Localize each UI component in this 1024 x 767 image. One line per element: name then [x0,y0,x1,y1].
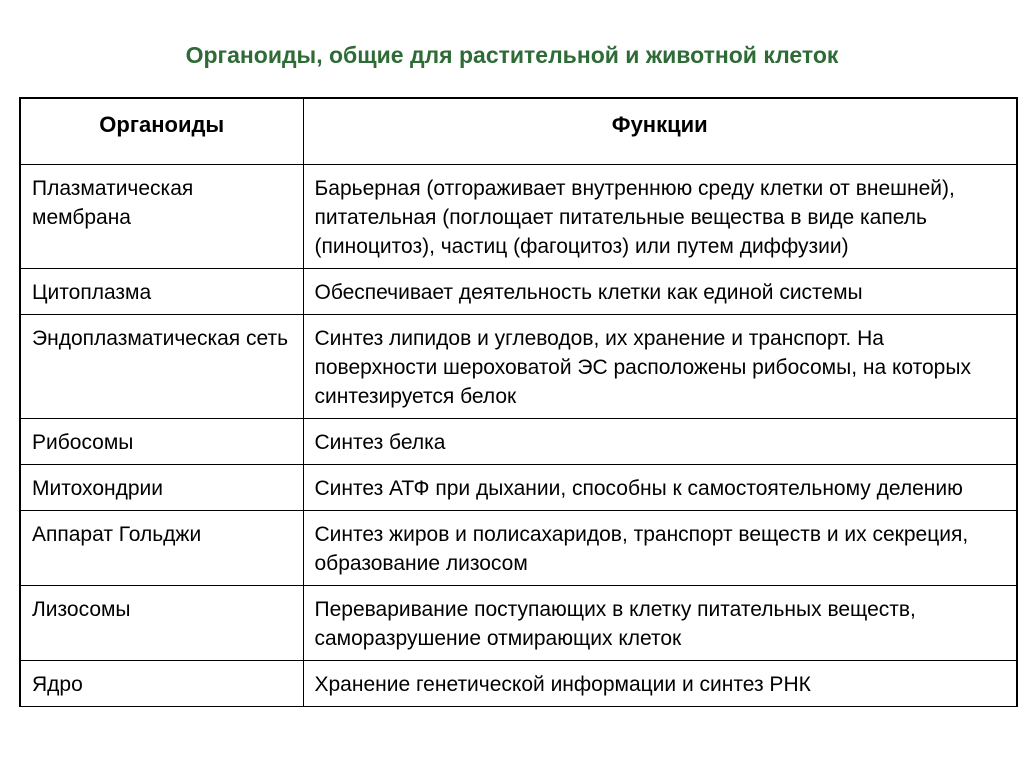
organelle-cell: Плазматическая мембрана [20,165,303,269]
function-cell: Обеспечивает деятельность клетки как единой системы [303,269,1017,315]
organelle-cell: Ядро [20,661,303,707]
table-header-row [20,98,1017,165]
header-organelles: Органоиды [20,98,303,165]
organelle-cell: Аппарат Гольджи [20,511,303,586]
function-cell: Синтез жиров и полисахаридов, транспорт веществ и их секреция, образование лизосом [303,511,1017,586]
table-row [20,269,1017,315]
organelle-cell: Эндоплазматическая сеть [20,315,303,419]
function-cell: Синтез АТФ при дыхании, способны к самостоятельному делению [303,465,1017,511]
slide-title: Органоиды, общие для растительной и животной клеток [185,42,839,68]
organelle-cell: Митохондрии [20,465,303,511]
organelle-cell: Цитоплазма [20,269,303,315]
table-row [20,511,1017,586]
function-cell: Хранение генетической информации и синтез РНК [303,661,1017,707]
header-functions: Функции [303,98,1017,165]
table-row [20,165,1017,269]
function-cell: Синтез белка [303,419,1017,465]
table-row [20,586,1017,661]
organelle-cell: Лизосомы [20,586,303,661]
table-row [20,661,1017,707]
organelle-cell: Рибосомы [20,419,303,465]
function-cell: Барьерная (отгораживает внутреннюю среду клетки от внешней), питательная (поглощает питательные вещества в виде капель (пиноцитоз), частиц (фагоцитоз) или путем диффузии) [303,165,1017,269]
table-row [20,419,1017,465]
function-cell: Синтез липидов и углеводов, их хранение и транспорт. На поверхности шероховатой ЭС расположены рибосомы, на которых синтезируется белок [303,315,1017,419]
table-row [20,465,1017,511]
organelle-table [19,97,1018,707]
function-cell: Переваривание поступающих в клетку питательных веществ, саморазрушение отмирающих клеток [303,586,1017,661]
table-row [20,315,1017,419]
